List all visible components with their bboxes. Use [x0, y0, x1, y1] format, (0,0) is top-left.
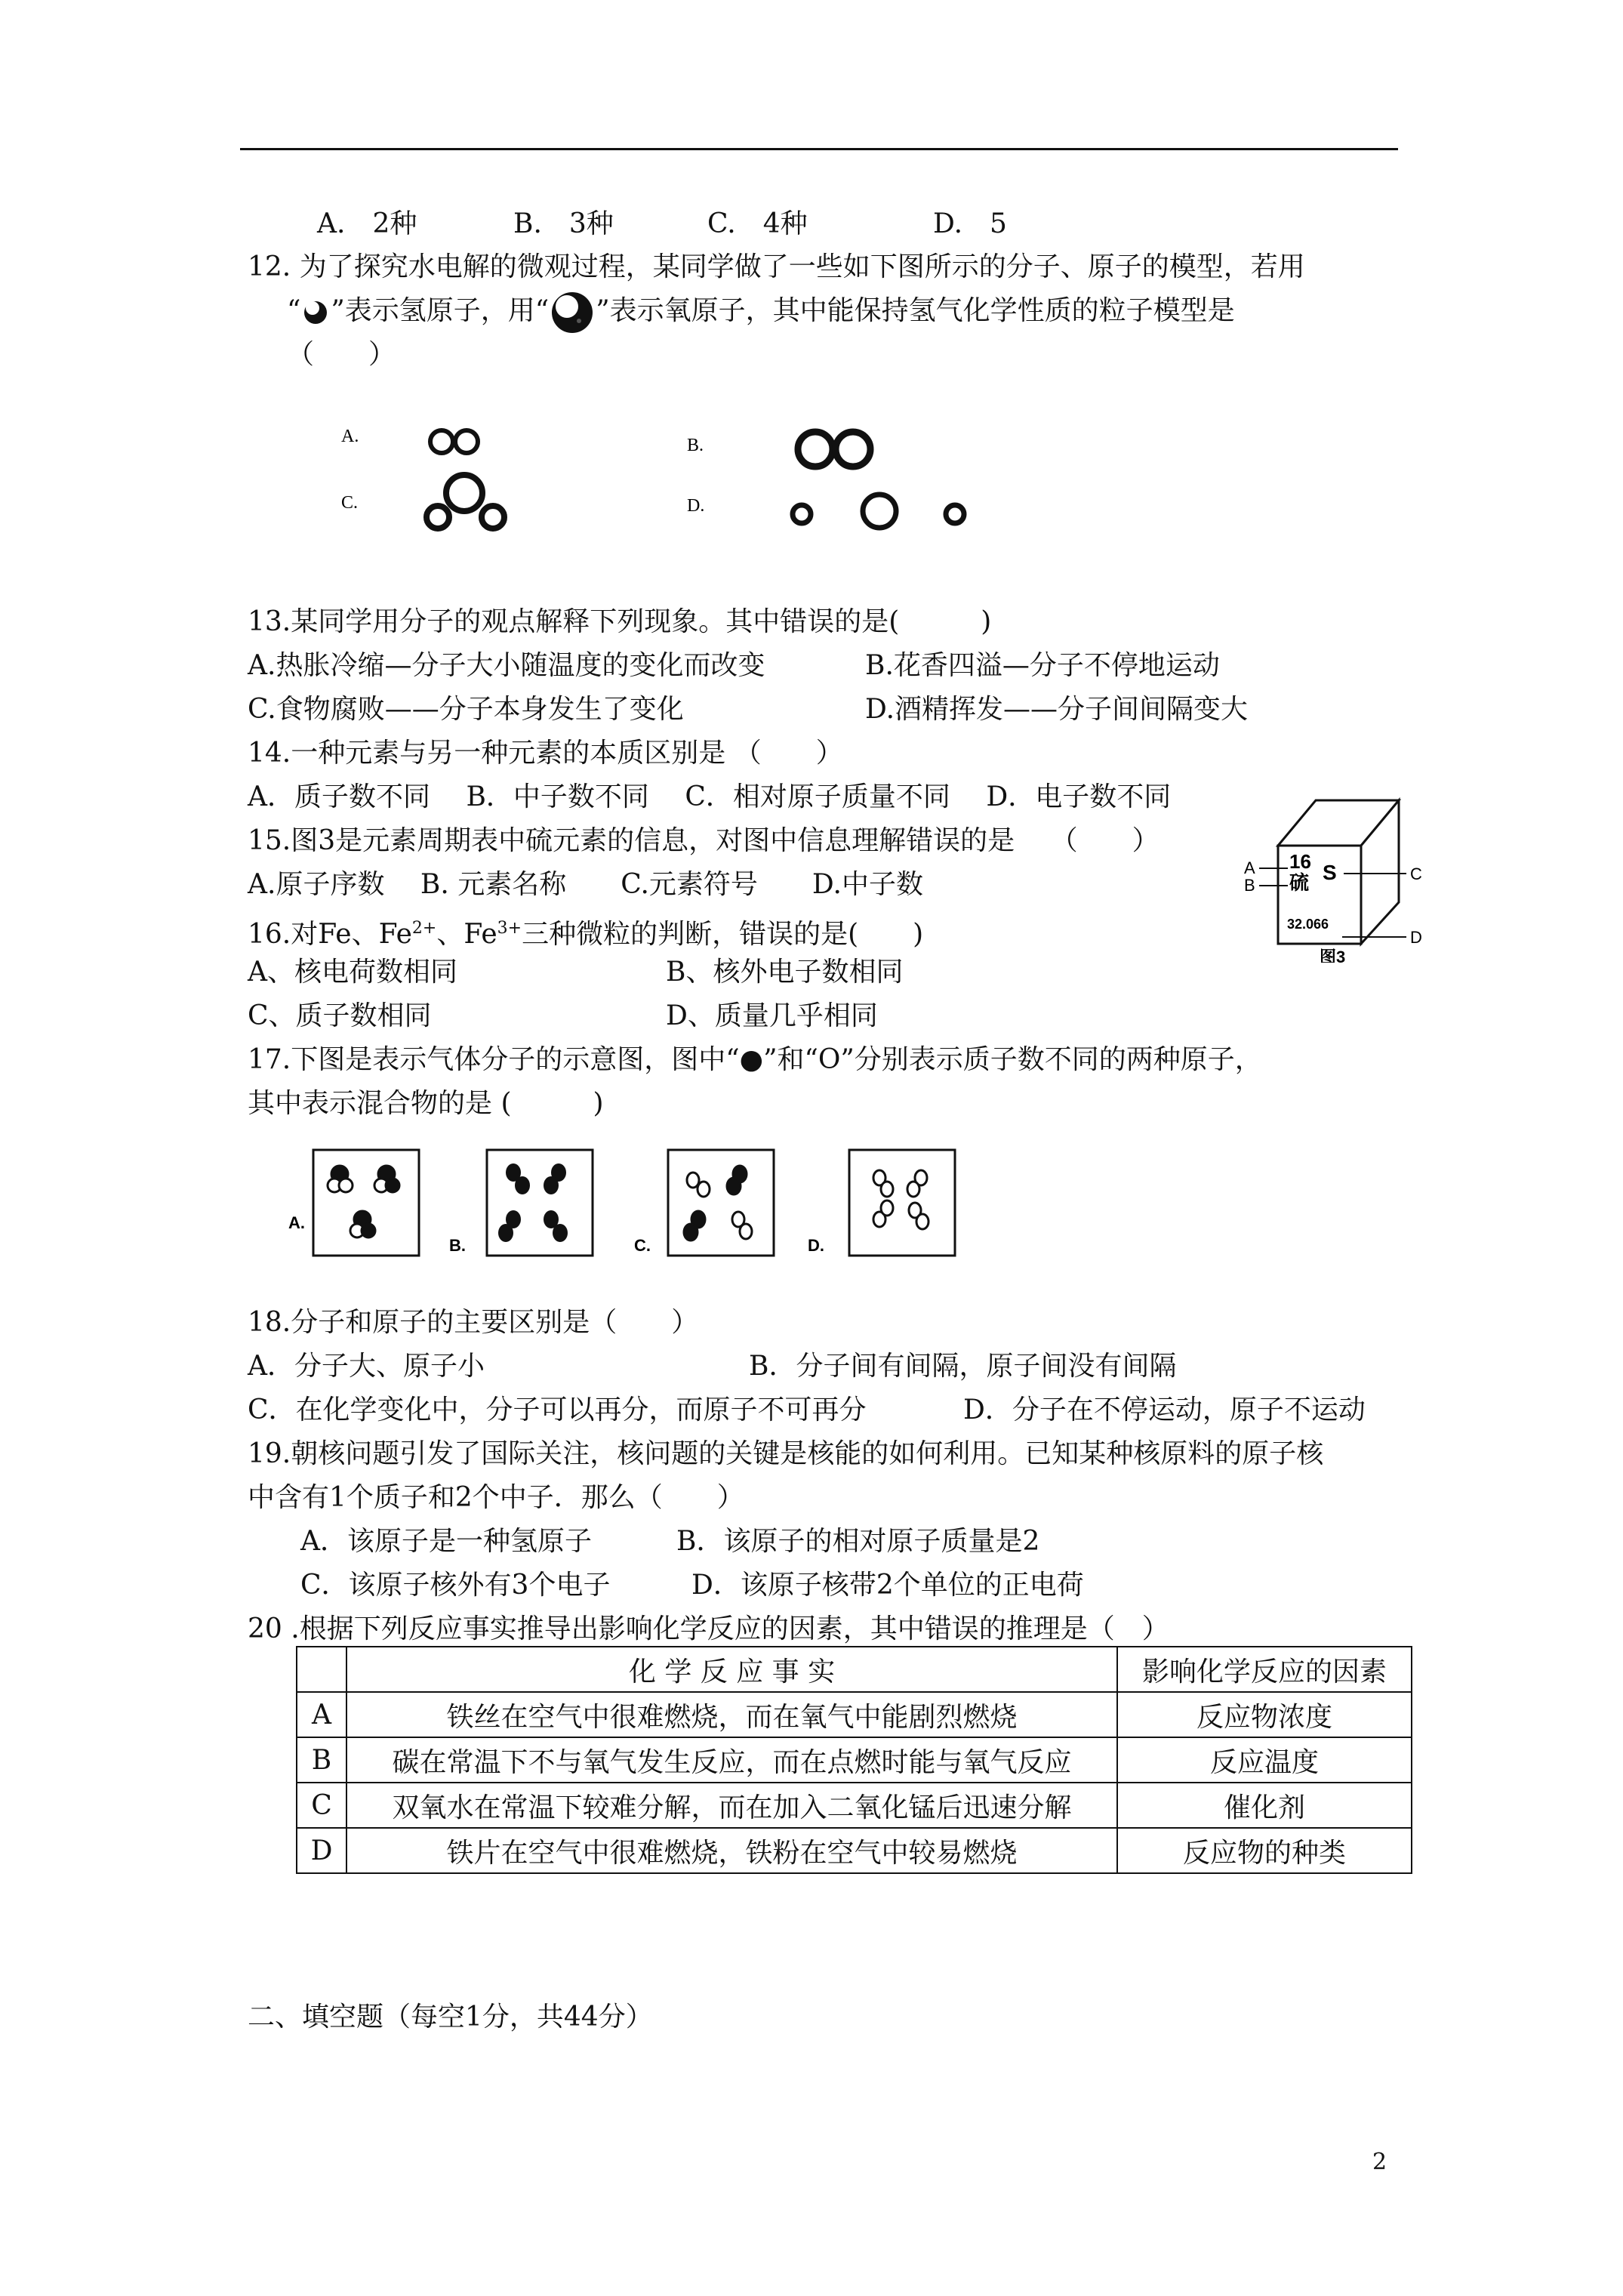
q12-fig-label-c: C.	[341, 493, 359, 513]
q17-box-d	[849, 1150, 955, 1256]
q13-option-c: C.食物腐败——分子本身发生了变化	[248, 694, 684, 725]
table-cell: 反应温度	[1117, 1737, 1412, 1783]
q20-reaction-table	[296, 1646, 1412, 1874]
table-cell: 碳在常温下不与氧气发生反应，而在点燃时能与氧气反应	[346, 1737, 1117, 1783]
table-cell: C	[297, 1783, 346, 1828]
table-header-cell	[297, 1647, 346, 1692]
atomic-number: 16	[1289, 850, 1311, 873]
fig3-label-d: D	[1410, 928, 1422, 947]
fig3-caption: 图3	[1320, 948, 1346, 963]
q17-molecules-c	[684, 1166, 752, 1240]
q18-option-c: C．在化学变化中，分子可以再分，而原子不可再分	[248, 1395, 867, 1425]
q13-option-d: D.酒精挥发——分子间间隔变大	[865, 694, 1249, 725]
q14-options: A．质子数不同 B．中子数不同 C．相对原子质量不同 D．电子数不同	[248, 781, 1172, 812]
page-number: 2	[1372, 2149, 1387, 2175]
q16-option-a: A、核电荷数相同	[248, 957, 457, 988]
table-cell: 铁片在空气中很难燃烧，铁粉在空气中较易燃烧	[346, 1828, 1117, 1873]
q18-option-d: D．分子在不停运动，原子不运动	[963, 1395, 1366, 1425]
q18-option-a: A．分子大、原子小	[248, 1351, 485, 1382]
q16-option-b: B、核外电子数相同	[666, 957, 904, 988]
q12-model-d	[793, 495, 964, 528]
q17-fig-label-b: B.	[449, 1236, 466, 1255]
q17-molecules-b	[498, 1163, 568, 1242]
q12-fig-label-a: A.	[341, 427, 359, 446]
table-row	[297, 1737, 1412, 1783]
element-name: 硫	[1289, 871, 1310, 894]
table-header-cell: 化 学 反 应 事 实	[346, 1647, 1117, 1692]
q17-stem-line2: 其中表示混合物的是 ( )	[248, 1088, 604, 1119]
sulfur-element-figure	[1244, 789, 1440, 963]
q12-answer-paren: （ ）	[287, 339, 396, 370]
q19-option-d: D．该原子核带2个单位的正电荷	[691, 1570, 1084, 1601]
table-cell: 反应物的种类	[1117, 1828, 1412, 1873]
q15-stem: 15.图3是元素周期表中硫元素的信息，对图中信息理解错误的是 （ ）	[248, 825, 1160, 856]
table-row	[297, 1828, 1412, 1873]
q17-molecule-figure	[287, 1144, 966, 1272]
q17-molecules-d	[873, 1170, 929, 1229]
table-cell: A	[297, 1692, 346, 1737]
oxygen-atom-icon	[549, 291, 596, 334]
table-cell: B	[297, 1737, 346, 1783]
table-cell: D	[297, 1828, 346, 1873]
q18-stem: 18.分子和原子的主要区别是（ ）	[248, 1307, 699, 1338]
q17-box-c	[668, 1150, 774, 1256]
table-cell: 双氧水在常温下较难分解，而在加入二氧化锰后迅速分解	[346, 1783, 1117, 1828]
q15-options: A.原子序数 B. 元素名称 C.元素符号 D.中子数	[248, 869, 923, 900]
q17-fig-label-d: D.	[808, 1236, 824, 1255]
q17-box-a	[313, 1150, 419, 1256]
q12-model-figure	[332, 411, 974, 562]
q11-option-d: D. 5	[933, 208, 1007, 239]
table-header-cell: 影响化学反应的因素	[1117, 1647, 1412, 1692]
element-symbol: S	[1323, 861, 1337, 884]
header-rule	[240, 148, 1398, 150]
table-row	[297, 1692, 1412, 1737]
q19-option-c: C．该原子核外有3个电子	[300, 1570, 611, 1601]
table-cell: 反应物浓度	[1117, 1692, 1412, 1737]
section-heading-fill-in: 二、填空题（每空1分，共44分）	[248, 2002, 653, 2032]
q19-stem-line2: 中含有1个质子和2个中子．那么（ ）	[248, 1482, 744, 1513]
q12-stem-line1: 12. 为了探究水电解的微观过程，某同学做了一些如下图所示的分子、原子的模型，若用	[248, 251, 1305, 282]
q12-model-a	[430, 430, 478, 453]
q11-option-a: A. 2种	[317, 208, 417, 239]
table-cell: 催化剂	[1117, 1783, 1412, 1828]
q20-stem: 20 .根据下列反应事实推导出影响化学反应的因素，其中错误的推理是（ ）	[248, 1613, 1169, 1644]
table-header-row	[297, 1647, 1412, 1692]
q18-option-b: B．分子间有间隔，原子间没有间隔	[749, 1351, 1177, 1382]
q19-option-a: A．该原子是一种氢原子	[300, 1526, 592, 1557]
q17-stem-line1: 17.下图是表示气体分子的示意图，图中“●”和“O”分别表示质子数不同的两种原子，	[248, 1044, 1262, 1075]
q11-option-c: C. 4种	[707, 208, 808, 239]
q16-option-c: C、质子数相同	[248, 1000, 432, 1031]
q12-fig-label-d: D.	[687, 496, 705, 516]
q11-option-b: B. 3种	[513, 208, 614, 239]
q12-fig-label-b: B.	[687, 436, 704, 455]
q13-option-b: B.花香四溢—分子不停地运动	[865, 650, 1220, 681]
q12-model-c	[427, 475, 504, 529]
table-row	[297, 1783, 1412, 1828]
q13-stem: 13.某同学用分子的观点解释下列现象。其中错误的是( )	[248, 606, 992, 637]
q17-fig-label-c: C.	[634, 1236, 651, 1255]
hydrogen-atom-icon	[300, 297, 331, 328]
q17-fig-label-a: A.	[288, 1213, 305, 1232]
q16-option-d: D、质量几乎相同	[666, 1000, 878, 1031]
q17-molecules-a	[328, 1166, 399, 1237]
q14-stem: 14.一种元素与另一种元素的本质区别是 （ ）	[248, 738, 843, 769]
q19-stem-line1: 19.朝核问题引发了国际关注，核问题的关键是核能的如何利用。已知某种核原料的原子核	[248, 1438, 1324, 1469]
q12-stem-line2: “ ”表示氢原子，用“ ”表示氧原子，其中能保持氢气化学性质的粒子模型是	[287, 289, 1235, 334]
fig3-label-c: C	[1410, 864, 1422, 883]
fig3-label-a: A	[1244, 858, 1255, 877]
q13-option-a: A.热胀冷缩—分子大小随温度的变化而改变	[248, 650, 765, 681]
q12-model-b	[798, 432, 870, 467]
atomic-mass: 32.066	[1287, 917, 1329, 932]
q19-option-b: B．该原子的相对原子质量是2	[676, 1526, 1040, 1557]
table-cell: 铁丝在空气中很难燃烧，而在氧气中能剧烈燃烧	[346, 1692, 1117, 1737]
q16-stem: 16.对Fe、$Fe^{2+}$、$Fe^{3+}$三种微粒的判断，错误的是( )	[248, 919, 924, 950]
fig3-label-b: B	[1244, 876, 1255, 895]
